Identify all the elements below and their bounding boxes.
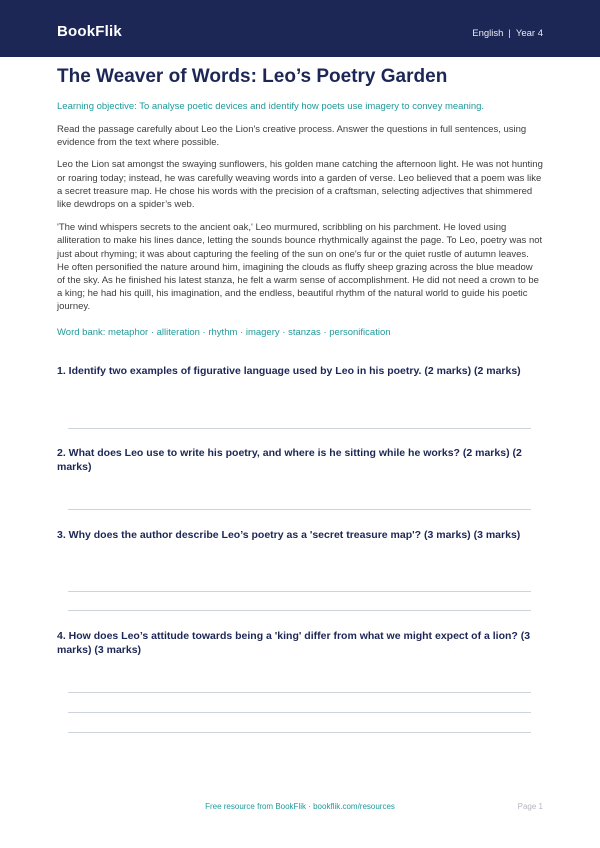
year-label: Year 4: [515, 28, 543, 39]
question-4: 4. How does Leo’s attitude towards being a 'king' differ from what we might expect of a lion? (3 marks) (3 marks): [57, 630, 531, 656]
answer-line[interactable]: [68, 712, 531, 713]
answer-line[interactable]: [68, 732, 531, 733]
answer-line[interactable]: [68, 428, 531, 429]
answer-line[interactable]: [68, 692, 531, 693]
meta-separator: |: [508, 28, 511, 39]
word-bank: Word bank: metaphor · alliteration · rhythm · imagery · stanzas · personification: [57, 326, 391, 338]
subject-label: English: [472, 28, 504, 39]
subject-year: [472, 28, 543, 39]
page-header: [0, 0, 600, 57]
answer-line[interactable]: [68, 610, 531, 611]
question-3: 3. Why does the author describe Leo’s poetry as a 'secret treasure map'? (3 marks) (3 marks): [57, 529, 521, 541]
instructions: Read the passage carefully about Leo the Lion's creative process. Answer the questions in full sentences, using evidence from the text where possible.: [57, 124, 527, 149]
passage-paragraph: Leo the Lion sat amongst the swaying sunflowers, his golden mane catching the afternoon light. He was not hunting or roaring today; instead, he was carefully weaving words into a garden of verse. Leo believed that a poem was like a secret treasure map. He chose his words with the precision of a craftsman, selecting adjectives that shimmered like dewdrops on a spider’s web.: [57, 159, 543, 211]
question-2: 2. What does Leo use to write his poetry, and where is he sitting while he works? (2 marks) (2 marks): [57, 447, 522, 473]
answer-line[interactable]: [68, 509, 531, 510]
brand-logo: BookFlik: [57, 23, 122, 40]
page-title: The Weaver of Words: Leo’s Poetry Garden: [57, 66, 448, 87]
learning-objective: Learning objective: To analyse poetic devices and identify how poets use imagery to convey meaning.: [57, 101, 485, 112]
answer-line[interactable]: [68, 591, 531, 592]
worksheet-body: [57, 66, 543, 339]
page-number: Page 1: [517, 802, 543, 811]
footer-resource-link[interactable]: Free resource from BookFlik · bookflik.com/resources: [205, 802, 395, 811]
passage-paragraph: 'The wind whispers secrets to the ancient oak,' Leo murmured, scribbling on his parchment. He loved using alliteration to make his lines dance, letting the sounds bounce rhythmically against the page. To Leo, poetry was not just about rhyming; it was about capturing the feeling of the sun on one's fur or the quiet rustle of autumn leaves. He often personified the nature around him, imagining the clouds as fluffy sheep grazing across the blue meadow of the sky. As he finished his latest stanza, he felt a warm sense of accomplishment. He did not need a crown to be a king; he had his quill, his imagination, and the endless, beautiful rhythm of the natural world to guide his poetic journey.: [57, 222, 543, 313]
question-1: 1. Identify two examples of figurative language used by Leo in his poetry. (2 marks) (2 marks): [57, 365, 521, 377]
